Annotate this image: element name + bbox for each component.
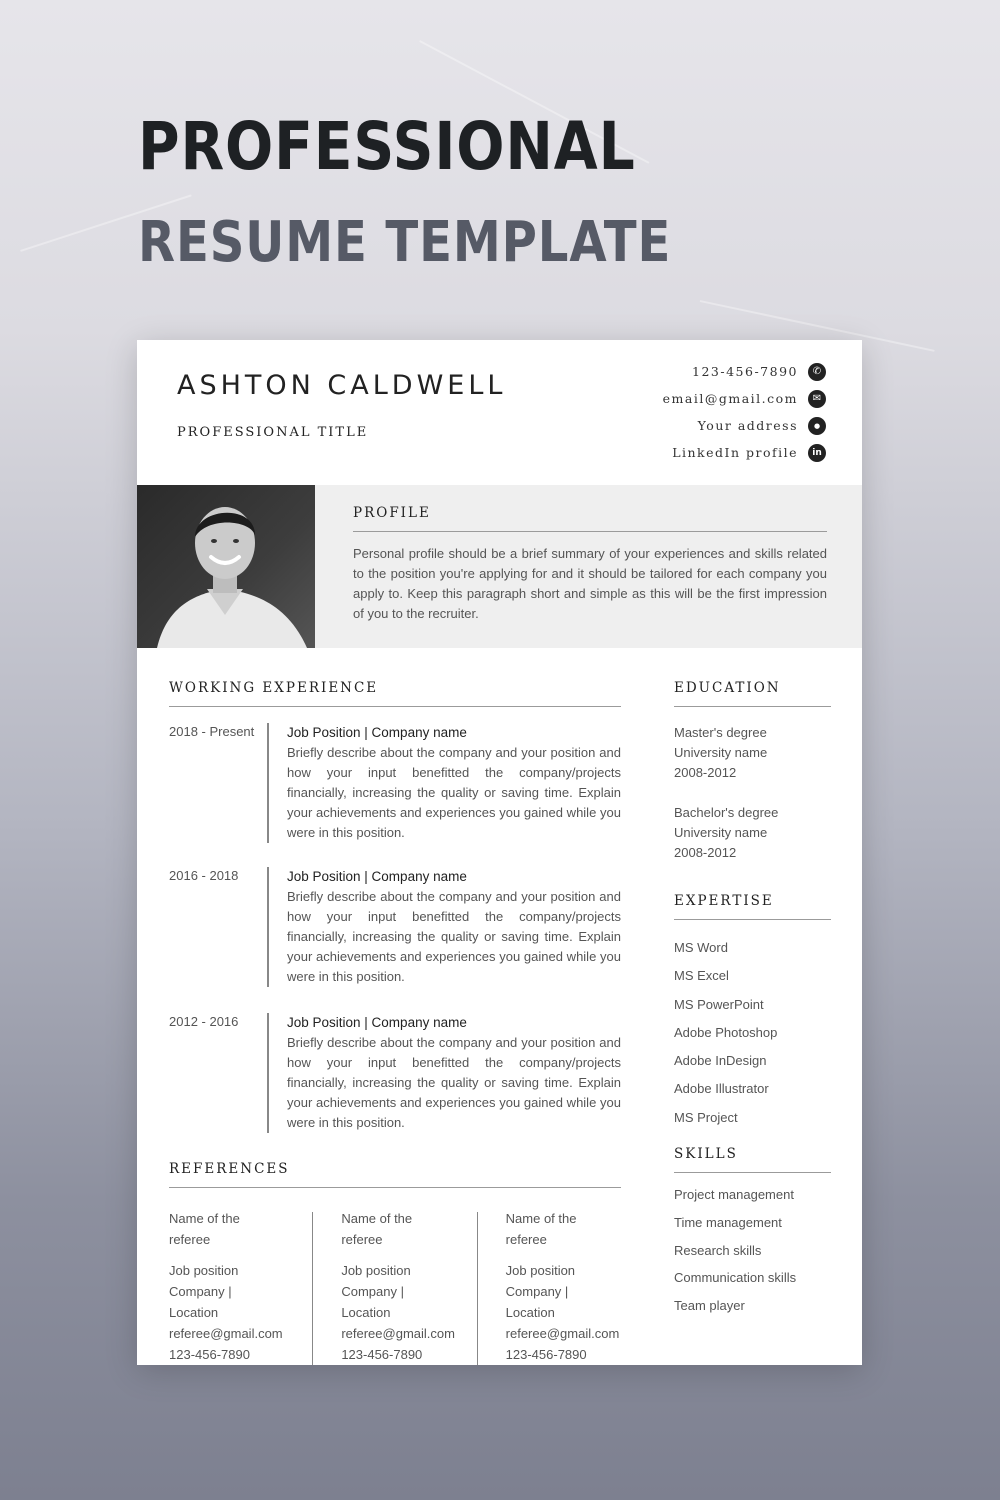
profile-band <box>137 485 862 648</box>
referee-phone: 123-456-7890 <box>169 1347 250 1362</box>
job-body <box>267 1013 621 1133</box>
education-heading: EDUCATION <box>674 680 831 707</box>
contact-linkedin <box>663 439 826 466</box>
portrait-illustration <box>137 485 315 648</box>
resume-name: ASHTON CALDWELL <box>177 370 507 401</box>
job-date: 2016 - 2018 <box>169 868 239 883</box>
referee-company: Company | Location <box>341 1284 404 1320</box>
expertise-item: Adobe Illustrator <box>674 1081 769 1097</box>
referee-phone: 123-456-7890 <box>341 1347 423 1362</box>
education-entry <box>674 723 831 783</box>
skill-item: Time management <box>674 1214 782 1230</box>
referee-position: Job position <box>505 1263 576 1278</box>
expertise-item: MS Word <box>674 940 728 955</box>
contact-text: LinkedIn profile <box>672 445 798 460</box>
job-title: Job Position | Company name <box>287 1015 467 1030</box>
job-description: Briefly describe about the company and your position and how your input benefitted the company/projects financially, increasing the quality or saving time. Explain your achievements and experiences you gained while you were in this position. <box>287 1035 621 1130</box>
experience-heading: WORKING EXPERIENCE <box>169 680 621 707</box>
location-pin-icon: ● <box>808 417 826 435</box>
job-entry <box>169 867 621 987</box>
referee-name: Name of the referee <box>341 1211 413 1247</box>
expertise-item: MS Excel <box>674 968 729 984</box>
contact-email <box>663 385 826 412</box>
email-icon: ✉ <box>808 390 826 408</box>
expertise-heading: EXPERTISE <box>674 893 831 920</box>
referee-company: Company | Location <box>505 1284 569 1320</box>
skill-item: Communication skills <box>674 1270 797 1286</box>
contact-text: 123-456-7890 <box>692 364 798 379</box>
reference-divider <box>312 1212 313 1365</box>
referee-position: Job position <box>169 1263 239 1278</box>
school: University name <box>674 745 768 760</box>
referee-name: Name of the referee <box>505 1211 577 1247</box>
job-date: 2012 - 2016 <box>169 1014 239 1029</box>
years: 2008-2012 <box>674 765 737 780</box>
years: 2008-2012 <box>674 845 737 860</box>
referee-email: referee@gmail.com <box>169 1326 283 1341</box>
profile-section <box>353 505 827 624</box>
contact-list <box>663 358 826 466</box>
banner-headline: PROFESSIONAL <box>138 108 636 185</box>
skill-item: Team player <box>674 1298 745 1314</box>
skills-list <box>674 1181 831 1320</box>
referee-position: Job position <box>341 1263 411 1278</box>
contact-text: Your address <box>697 418 798 433</box>
reference-entry <box>506 1208 621 1365</box>
right-column <box>674 680 831 1320</box>
referee-email: referee@gmail.com <box>505 1326 620 1341</box>
degree: Bachelor's degree <box>674 805 779 820</box>
referee-name: Name of the referee <box>169 1211 240 1247</box>
contact-address <box>663 412 826 439</box>
profile-text: Personal profile should be a brief summary of your experiences and skills related to the position you're applying for and it should be tailored for each company you apply to. Keep this paragraph short and simple as this will be the first impression of you to the recruiter. <box>353 546 827 621</box>
contact-text: email@gmail.com <box>662 391 798 406</box>
skill-item: Research skills <box>674 1242 762 1258</box>
left-column <box>169 680 621 1365</box>
job-title: Job Position | Company name <box>287 725 467 740</box>
school: University name <box>674 825 768 840</box>
expertise-list <box>674 934 831 1132</box>
referee-phone: 123-456-7890 <box>505 1347 587 1362</box>
profile-photo <box>137 485 315 648</box>
references-list <box>169 1208 621 1365</box>
expertise-item: MS PowerPoint <box>674 996 764 1012</box>
reference-divider <box>477 1212 478 1365</box>
job-description: Briefly describe about the company and your position and how your input benefitted the company/projects financially, increasing the quality or saving time. Explain your achievements and experiences you gained while you were in this position. <box>287 745 621 840</box>
education-entry <box>674 803 831 863</box>
linkedin-icon: in <box>808 444 826 462</box>
reference-entry <box>169 1208 284 1365</box>
banner-subheadline: RESUME TEMPLATE <box>138 210 672 275</box>
job-body <box>267 723 621 843</box>
phone-icon: ✆ <box>808 363 826 381</box>
job-entry <box>169 1013 621 1133</box>
job-entry <box>169 723 621 843</box>
expertise-item: Adobe InDesign <box>674 1053 767 1069</box>
skills-heading: SKILLS <box>674 1146 831 1173</box>
referee-company: Company | Location <box>169 1284 232 1320</box>
contact-phone <box>663 358 826 385</box>
job-description: Briefly describe about the company and your position and how your input benefitted the company/projects financially, increasing the quality or saving time. Explain your achievements and experiences you gained while you were in this position. <box>287 889 621 984</box>
references-heading: REFERENCES <box>169 1161 621 1188</box>
reference-entry <box>341 1208 456 1365</box>
expertise-item: Adobe Photoshop <box>674 1024 778 1040</box>
job-body <box>267 867 621 987</box>
job-date: 2018 - Present <box>169 724 255 739</box>
job-title: Job Position | Company name <box>287 869 467 884</box>
skill-item: Project management <box>674 1187 794 1203</box>
expertise-item: MS Project <box>674 1109 738 1125</box>
profile-heading: PROFILE <box>353 505 827 532</box>
referee-email: referee@gmail.com <box>341 1326 455 1341</box>
resume-sheet <box>137 340 862 1365</box>
degree: Master's degree <box>674 725 767 740</box>
professional-title: PROFESSIONAL TITLE <box>177 425 369 440</box>
